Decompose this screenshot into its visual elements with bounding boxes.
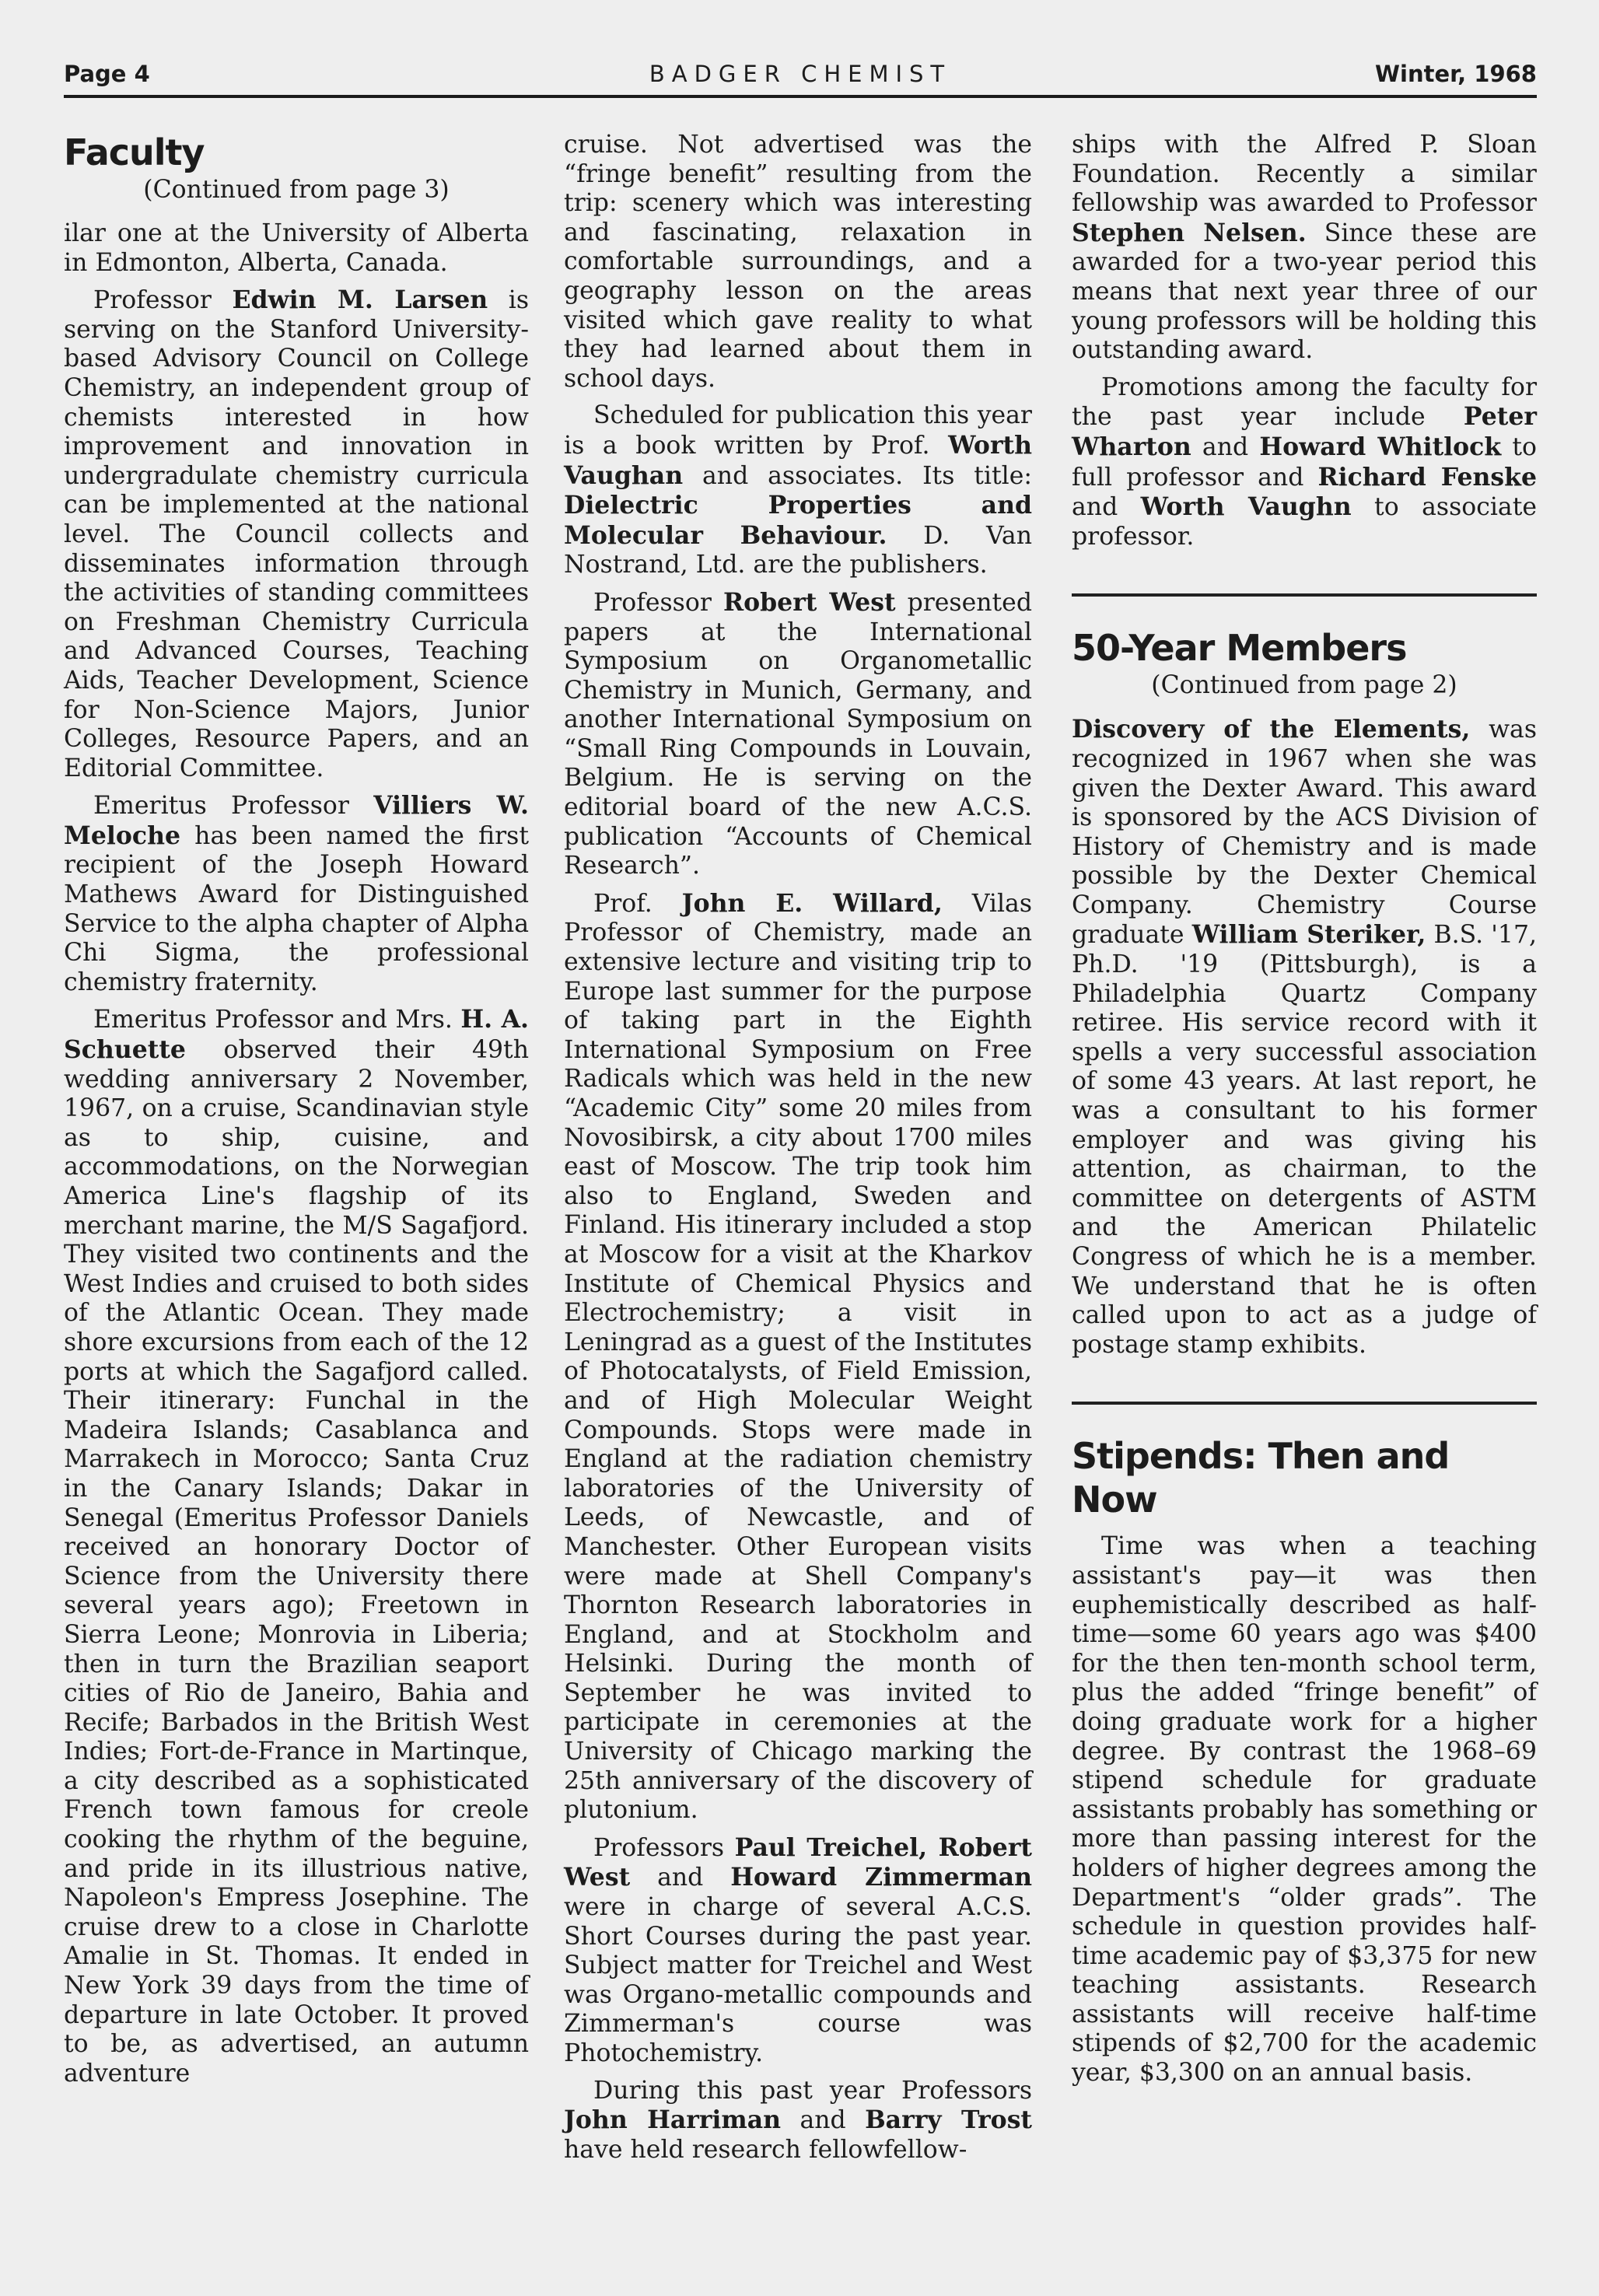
person-name: Edwin M. Larsen <box>232 285 488 315</box>
faculty-paragraph-schuette-continued: cruise. Not advertised was the “fringe benefit” resulting from the trip: scenery which was interesting and fascinating, relaxation in comfortable surroundings, and a geography lesson on the areas visited which gave reality to what they had learned about them in school days. <box>564 131 1032 393</box>
faculty-paragraph-larsen: Professor Edwin M. Larsen is serving on the Stanford University-based Advisory Council on College Chemistry, an independent group of chemists interested in how improvement and innovation in undergradulate chemistry curricula can be implemented at the national level. The Council collects and disseminates information through the activities of standing committees on Freshman Chemistry Curricula and Advanced Courses, Teaching Aids, Teacher Development, Science for Non-Science Majors, Junior Colleges, Resource Papers, and an Editorial Committee. <box>64 285 529 782</box>
person-name: Worth Vaughn <box>1140 492 1352 522</box>
faculty-paragraph-sloan: During this past year Professors John Harriman and Barry Trost have held research fellowfellow- <box>564 2076 1032 2164</box>
person-name: Richard Fenske <box>1317 462 1537 492</box>
column-3 <box>1072 131 1537 2096</box>
person-name: Howard Zimmerman <box>730 1863 1032 1892</box>
person-name: Villiers W. Meloche <box>64 791 529 850</box>
person-name: Robert West <box>723 587 896 617</box>
person-name: Barry Trost <box>865 2105 1032 2135</box>
column-1 <box>64 131 529 2096</box>
publication-title: BADGER CHEMIST <box>649 61 952 87</box>
faculty-paragraph-promotions: Promotions among the faculty for the past year include Peter Wharton and Howard Whitlock to full professor and Richard Fenske and Worth Vaughn to associate professor. <box>1072 373 1537 551</box>
faculty-paragraph-west: Professor Robert West presented papers at the International Symposium on Organometallic Chemistry in Munich, Germany, and another International Symposium on “Small Ring Compounds in Louvain, Belgium. He is serving on the editorial board of the new A.C.S. publication “Accounts of Chemical Research”. <box>564 587 1032 880</box>
faculty-heading: Faculty <box>64 131 205 173</box>
faculty-paragraph-meloche: Emeritus Professor Villiers W. Meloche has been named the first recipient of the Joseph Howard Mathews Award for Distinguished Service to the alpha chapter of Alpha Chi Sigma, the professional chemistry fraternity. <box>64 791 529 996</box>
person-name: John E. Willard, <box>681 888 943 918</box>
issue-date: Winter, 1968 <box>1375 61 1537 87</box>
person-name: John Harriman <box>564 2105 782 2135</box>
book-title: Discovery of the Elements, <box>1072 715 1471 744</box>
book-title: Dielectric Properties and Molecular Behaviour. <box>564 491 1032 550</box>
members-paragraph: Discovery of the Elements, was recognized in 1967 when she was given the Dexter Award. This award is sponsored by the ACS Division of History of Chemistry and is made possible by the Dexter Chemical Company. Chemistry Course graduate William Steriker, B.S. '17, Ph.D. '19 (Pittsburgh), is a Philadelphia Quartz Company retiree. His service record with it spells a very successful association of some 43 years. At last report, he was a consultant to his former employer and was giving his attention, as chairman, to the committee on detergents of ASTM and the American Philatelic Congress of which he is a member. We understand that he is often called upon to act as a judge of postage stamp exhibits. <box>1072 715 1538 1359</box>
page-number: Page 4 <box>64 61 150 87</box>
members-continued-note: (Continued from page 2) <box>1151 671 1457 700</box>
faculty-paragraph-schuette: Emeritus Professor and Mrs. H. A. Schuette observed their 49th wedding anniversary 2 November, 1967, on a cruise, Scandinavian style as to ship, cuisine, and accommodations, on the Norwegian America Line's flagship of its merchant marine, the M/S Sagafjord. They visited two continents and the West Indies and cruised to both sides of the Atlantic Ocean. They made shore excursions from each of the 12 ports at which the Sagafjord called. Their itinerary: Funchal in the Madeira Islands; Casablanca and Marrakech in Morocco; Santa Cruz in the Canary Islands; Dakar in Senegal (Emeritus Professor Daniels received an honorary Doctor of Science from the University there several years ago); Freetown in Sierra Leone; Monrovia in Liberia; then in turn the Brazilian seaport cities of Rio de Janeiro, Bahia and Recife; Barbados in the British West Indies; Fort-de-France in Martinque, a city described as a sophisticated French town famous for creole cooking the rhythm of the beguine, and pride in its illustrious native, Napoleon's Empress Josephine. The cruise drew to a close in Charlotte Amalie in St. Thomas. It ended in New York 39 days from the time of departure in late October. It proved to be, as advertised, an autumn adventure <box>64 1005 529 2088</box>
faculty-paragraph-1: ilar one at the University of Alberta in Edmonton, Alberta, Canada. <box>64 219 529 277</box>
person-name: Stephen Nelsen. <box>1072 218 1307 247</box>
column-2 <box>564 131 1032 2172</box>
members-heading: 50-Year Members <box>1072 627 1407 670</box>
faculty-paragraph-willard: Prof. John E. Willard, Vilas Professor of Chemistry, made an extensive lecture and visiting trip to Europe last summer for the purpose of taking part in the Eighth International Symposium on Free Radicals which was held in the new “Academic City” some 20 miles from Novosibirsk, a city about 1700 miles east of Moscow. The trip took him also to England, Sweden and Finland. His itinerary included a stop at Moscow for a visit at the Kharkov Institute of Chemical Physics and Electrochemistry; a visit in Leningrad as a guest of the Institutes of Photocatalysts, of Field Emission, and of High Molecular Weight Compounds. Stops were made in England at the radiation chemistry laboratories of the University of Leeds, of Newcastle, and of Manchester. Other European visits were made at Shell Company's Thornton Research laboratories in England, and at Stockholm and Helsinki. During the month of September he was invited to participate in ceremonies at the University of Chicago marking the 25th anniversary of the discovery of plutonium. <box>564 888 1032 1825</box>
stipends-heading: Stipends: Then and Now <box>1072 1435 1450 1521</box>
faculty-continued-note: (Continued from page 3) <box>143 176 450 204</box>
faculty-paragraph-sloan-continued: ships with the Alfred P. Sloan Foundation. Recently a similar fellowship was awarded to Professor Stephen Nelsen. Since these are awarded for a two-year period this means that next year three of our young professors will be holding this outstanding award. <box>1072 131 1538 365</box>
person-name: Howard Whitlock <box>1259 432 1502 461</box>
person-names: Paul Treichel, Robert West <box>564 1832 1032 1892</box>
faculty-paragraph-vaughan-book: Scheduled for publication this year is a book written by Prof. Worth Vaughan and associates. Its title: Dielectric Properties and Molecular Behaviour. D. Van Nostrand, Ltd. are the publishers. <box>564 401 1032 579</box>
faculty-paragraph-short-courses: Professors Paul Treichel, Robert West and Howard Zimmerman were in charge of several A.C.S. Short Courses during the past year. Subject matter for Treichel and West was Organo-metallic compounds and Zimmerman's course was Photochemistry. <box>564 1832 1032 2067</box>
stipends-paragraph: Time was when a teaching assistant's pay—it was then euphemistically described as half-time—some 60 years ago was $400 for the then ten-month school term, plus the added “fringe benefit” of doing graduate work for a higher degree. By contrast the 1968–69 stipend schedule for graduate assistants probably has something or more than passing interest for the holders of higher degrees among the Department's “older grads”. The schedule in question provides half-time academic pay of $3,375 for new teaching assistants. Research assistants will receive half-time stipends of $2,700 for the academic year, $3,300 on an annual basis. <box>1072 1532 1537 2088</box>
person-name: H. A. Schuette <box>64 1005 529 1065</box>
person-name: Worth Vaughan <box>564 430 1032 490</box>
page-header <box>64 56 1537 98</box>
person-name: Peter Wharton <box>1072 402 1537 461</box>
person-name: William Steriker, <box>1191 920 1426 950</box>
